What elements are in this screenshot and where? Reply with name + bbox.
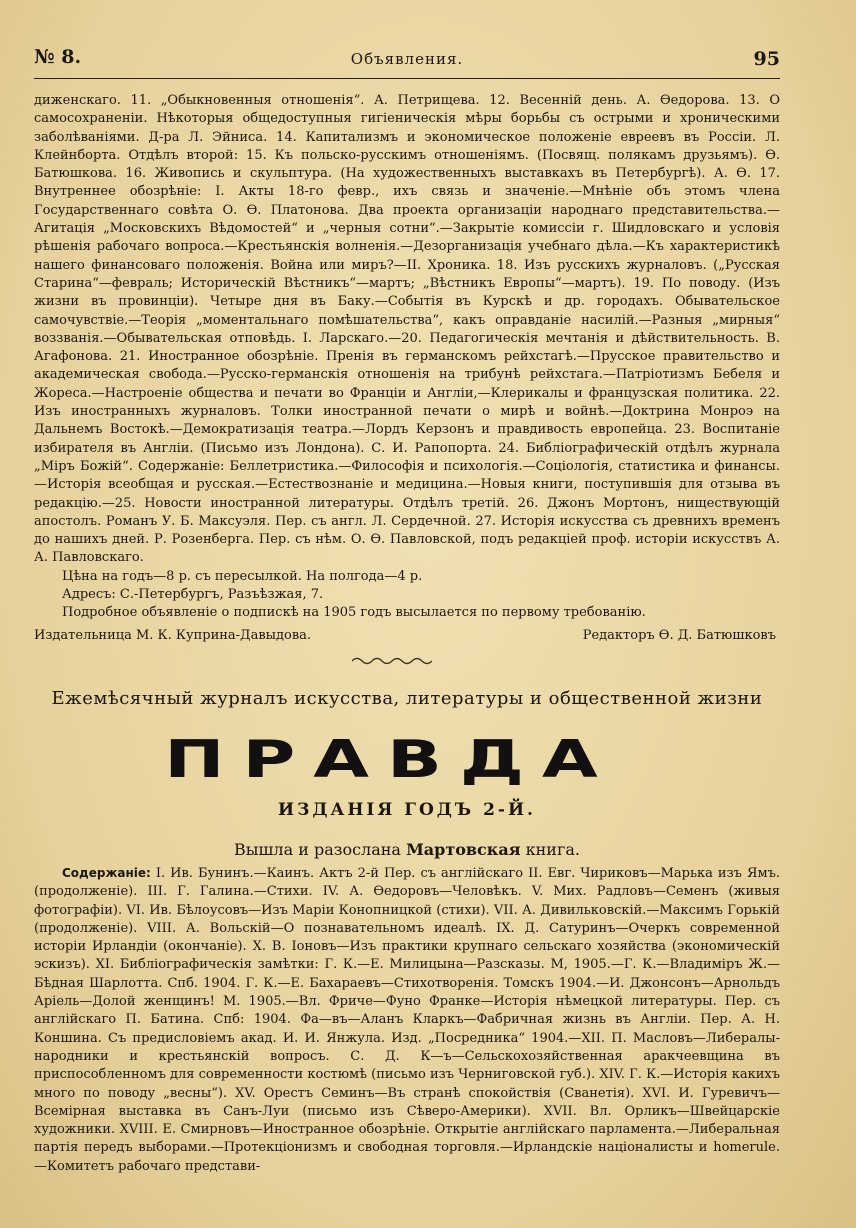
pravda-contents-paragraph xyxy=(34,864,780,1176)
publisher-signature: Издательница М. К. Куприна-Давыдова. xyxy=(34,627,312,643)
contents-text: I. Ив. Бунинъ.—Каинъ. Актъ 2-й Пер. съ англійскаго II. Евг. Чириковъ—Марька изъ Ямъ. (продолженіе). III. Г. Галина.—Стихи. IV. А. Өедоровъ—Человѣкъ. V. Мих. Радловъ—Семенъ (живыя фотографіи). VI. Ив. Бѣлоусовъ—Изъ Маріи Конопницкой (стихи). VII. А. Дивильковскій.—Максимъ Горькій (продолженіе). VIII. А. Вольскій—О познавательномъ идеалѣ. IX. Д. Сатуринъ—Очеркъ современной исторіи Ирландіи (окончаніе). X. В. Іоновъ—Изъ практики крупнаго сельскаго хозяйства (экономическій эскизъ). XI. Библіографическія замѣтки: Г. К.—Е. Милицына—Разсказы. М, 1905.—Г. К.—Владиміръ Ж.—Бѣдная Шарлотта. Спб. 1904. Г. К.—Е. Бахараевъ—Стихотворенія. Томскъ 1904.—И. Джонсонъ—Арнольдъ Аріель—Долой женщинъ! М. 1905.—Вл. Фриче—Фуно Франке—Исторія нѣмецкой литературы. Пер. съ англійскаго П. Батина. Спб: 1904. Фа—въ—Аланъ Кларкъ—Фабричная жизнь въ Англіи. Пер. А. Н. Коншина. Съ предисловіемъ акад. И. И. Янжула. Изд. „Посредника“ 1904.—XII. П. Масловъ—Либералы-народники и крестьянскій вопросъ. С. Д. К—ъ—Сельскохозяйственная аракчеевщина въ приспособленномъ для современности костюмѣ (письмо изъ Черниговской губ.). XIV. Г. К.—Исторія какихъ много по поводу „весны“). XV. Орестъ Семинъ—Въ странѣ спокойствія (Сванетія). XVI. И. Гуревичъ—Всемірная выставка въ Санъ-Луи (письмо изъ Сѣверо-Америки). XVII. Вл. Орликъ—Швейцарскіе художники. XVIII. Е. Смирновъ—Иностранное обозрѣніе. Открытіе англійскаго парламента.—Либеральная партія передъ выборами.—Протекціонизмъ и свободная торговля.—Ирландскіе націоналисты и homerule.—Комитетъ рабочаго представи- xyxy=(34,866,780,1174)
pravda-contents xyxy=(34,864,780,1176)
issue-announcement xyxy=(34,840,780,859)
contents-label: Содержаніе: xyxy=(62,866,151,880)
contents-paragraph: диженскаго. 11. „Обыкновенныя отношенія“. А. Петрищева. 12. Весенній день. А. Өедорова. 13. О самосохраненіи. Нѣкоторыя общедоступныя гигіеническія мѣры борьбы съ острыми и хроническими заболѣваніями. Д-ра Л. Эйниса. 14. Капитализмъ и экономическое положеніе евреевъ въ Россіи. Л. Клейнборта. Отдѣлъ второй: 15. Къ польско-русскимъ отношеніямъ. (Посвящ. полякамъ друзьямъ). Ө. Батюшкова. 16. Живопись и скульптура. (На художественныхъ выставкахъ въ Петербургѣ). А. Ө. 17. Внутреннее обозрѣніе: I. Акты 18-го февр., ихъ связь и значеніе.—Мнѣніе объ этомъ члена Государственнаго совѣта О. Ө. Платонова. Два проекта организаціи народнаго представительства.—Агитація „Московскихъ Вѣдомостей“ и „черныя сотни“.—Закрытіе комиссіи г. Шидловскаго и условія рѣшенія рабочаго вопроса.—Крестьянскія волненія.—Дезорганизація учебнаго дѣла.—Къ характеристикѣ нашего финансоваго положенія. Война или миръ?—II. Хроника. 18. Изъ русскихъ журналовъ. („Русская Старина“—февраль; Историческій Вѣстникъ“—мартъ; „Вѣстникъ Европы“—мартъ). 19. По поводу. (Изъ жизни въ провинціи). Четыре дня въ Баку.—Событія въ Курскѣ и др. городахъ. Обывательское самочувствіе.—Теорія „моментальнаго помѣшательства“, какъ оправданіе насилій.—Разныя „мирныя“ воззванія.—Обывательская отповѣдь. І. Ларскаго.—20. Педагогическія мечтанія и дѣйствительность. В. Агафонова. 21. Иностранное обозрѣніе. Пренія въ германскомъ рейхстагѣ.—Прусское правительство и академическая свобода.—Русско-германскія отношенія на трибунѣ рейхстага.—Патріотизмъ Бебеля и Жореса.—Настроеніе общества и печати во Франціи и Англіи,—Клерикалы и французская политика. 22. Изъ иностранныхъ журналовъ. Толки иностранной печати о мирѣ и войнѣ.—Доктрина Монроэ на Дальнемъ Востокѣ.—Демократизація театра.—Лордъ Керзонъ и правдивость европейца. 23. Воспитаніе избирателя въ Англіи. (Письмо изъ Лондона). С. И. Рапопорта. 24. Библіографическій отдѣлъ журнала „Міръ Божій“. Содержаніе: Беллетристика.—Философія и психологія.—Соціологія, статистика и финансы.—Исторія всеобщая и русская.—Естествознаніе и медицина.—Новыя книги, поступившія для отзыва въ редакцію.—25. Новости иностранной литературы. Отдѣлъ третій. 26. Джонъ Мортонъ, ниществующій апостолъ. Романъ У. Б. Максуэля. Пер. съ англ. Л. Сердечной. 27. Исторія искусства съ древнихъ временъ до нашихъ дней. Р. Розенберга. Пер. съ нѣм. О. Ө. Павловской, подъ редакціей проф. исторіи искусствъ А. А. Павловскаго. xyxy=(34,93,780,566)
page-number: 95 xyxy=(753,48,780,70)
page-header xyxy=(34,44,780,79)
edition-year: ИЗДАНІЯ ГОДЪ 2-Й. xyxy=(278,800,536,820)
announcement-prefix: Вышла и разослана xyxy=(234,840,401,859)
issue-number: № 8. xyxy=(34,46,82,68)
section-title: Объявления. xyxy=(350,50,464,68)
announcement-month: Мартовская xyxy=(406,840,521,859)
announcement-suffix: книга. xyxy=(525,840,580,859)
masthead-title: ПРАВДА xyxy=(164,728,616,790)
price-line: Цѣна на годъ—8 р. съ пересылкой. На полгода—4 р. xyxy=(62,568,423,584)
address-line: Адресъ: С.-Петербургъ, Разъѣзжая, 7. xyxy=(62,587,324,603)
divider-ornament xyxy=(352,656,432,666)
subscription-line: Подробное объявленіе о подпискѣ на 1905 годъ высылается по первому требованію. xyxy=(62,605,646,621)
editor-signature: Редакторъ Ө. Д. Батюшковъ xyxy=(582,627,776,643)
magazine-tagline: Ежемѣсячный журналъ искусства, литературы и общественной жизни xyxy=(51,688,763,709)
upper-announcement xyxy=(34,92,780,647)
signature-row xyxy=(34,625,780,647)
